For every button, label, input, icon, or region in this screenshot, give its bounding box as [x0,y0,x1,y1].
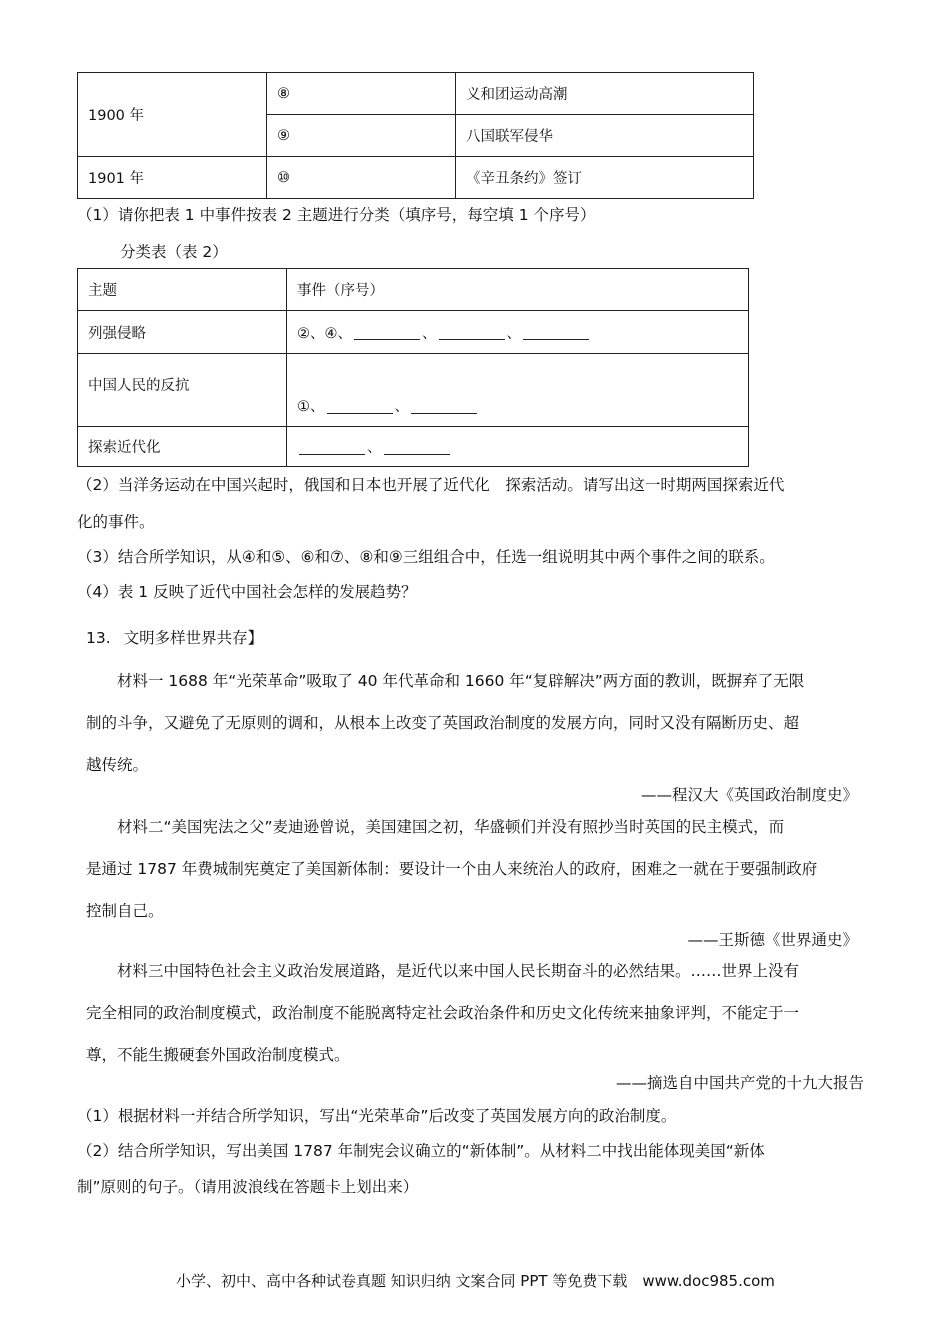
topic-cell: 探索近代化 [78,427,287,467]
answer-cell [287,311,749,354]
topic-cell: 中国人民的反抗 [78,354,287,427]
answer-blank[interactable] [327,401,393,414]
question-1: （1）请你把表 1 中事件按表 2 主题进行分类（填序号，每空填 1 个序号） [77,206,596,224]
question-4: （4）表 1 反映了近代中国社会怎样的发展趋势？ [77,583,417,601]
section-number: 13. [86,629,111,647]
year-cell: 1900 年 [78,73,267,157]
material-line: 尊，不能生搬硬套外国政治制度模式。 [86,1046,350,1064]
number-cell: ⑨ [267,115,456,157]
table-row [78,157,754,199]
answer-blank[interactable] [299,442,365,455]
classification-table [77,268,749,467]
material-line: 完全相同的政治制度模式，政治制度不能脱离特定社会政治条件和历史文化传统来抽象评判，不能定于一 [86,1004,800,1022]
section-heading [86,626,263,648]
material-line: 是通过 1787 年费城制宪奠定了美国新体制：要设计一个由人来统治人的政府，困难之一就在于要强制政府 [86,860,818,878]
section-13-question-2-line-2: 制”原则的句子。（请用波浪线在答题卡上划出来） [77,1178,419,1196]
table-row [78,427,749,467]
section-13-question-1: （1）根据材料一并结合所学知识，写出“光荣革命”后改变了英国发展方向的政治制度。 [77,1107,677,1125]
year-cell: 1901 年 [78,157,267,199]
material-line: 材料二“美国宪法之父”麦迪逊曾说，美国建国之初，华盛顿们并没有照抄当时英国的民主模式，而 [117,818,785,836]
separator: 、 [394,399,409,415]
answer-blank[interactable] [523,327,589,340]
material-1-source: ——程汉大《英国政治制度史》 [640,786,858,804]
answer-prefix: ①、 [297,399,325,415]
answer-cell [287,427,749,467]
table-header-row [78,269,749,311]
table-row [78,311,749,354]
section-title: 文明多样世界共存】 [123,629,264,647]
separator: 、 [506,325,521,342]
topic-cell: 列强侵略 [78,311,287,354]
material-line: 越传统。 [86,756,149,774]
material-3 [86,950,876,1076]
material-3-source: ——摘选自中国共产党的十九大报告 [615,1074,864,1092]
events-table-1 [77,72,754,199]
event-cell: 《辛丑条约》签订 [456,157,754,199]
material-line: 材料三中国特色社会主义政治发展道路，是近代以来中国人民长期奋斗的必然结果。……世界上没有 [117,962,800,980]
material-2-source: ——王斯德《世界通史》 [687,931,858,949]
material-1 [86,660,876,786]
separator: 、 [367,440,382,456]
event-cell: 义和团运动高潮 [456,73,754,115]
header-topic: 主题 [78,269,287,311]
table-row [78,73,754,115]
separator: 、 [422,325,437,342]
material-2 [86,806,876,932]
answer-cell [287,354,749,427]
answer-prefix: ②、④、 [297,325,352,342]
number-cell: ⑩ [267,157,456,199]
answer-blank[interactable] [384,442,450,455]
number-cell: ⑧ [267,73,456,115]
material-line: 控制自己。 [86,902,164,920]
question-3: （3）结合所学知识，从④和⑤、⑥和⑦、⑧和⑨三组组合中，任选一组说明其中两个事件之间的联系。 [77,548,775,566]
question-2-line-1: （2）当洋务运动在中国兴起时，俄国和日本也开展了近代化 探索活动。请写出这一时期两国探索近代 [77,476,785,494]
answer-blank[interactable] [411,401,477,414]
table-row [78,354,749,427]
header-events: 事件（序号） [287,269,749,311]
material-line: 材料一 1688 年“光荣革命”吸取了 40 年代革命和 1660 年“复辟解决”两方面的教训，既摒弃了无限 [117,672,805,690]
page-footer: 小学、初中、高中各种试卷真题 知识归纳 文案合同 PPT 等免费下载 www.doc985.com [176,1272,775,1290]
event-cell: 八国联军侵华 [456,115,754,157]
answer-blank[interactable] [354,327,420,340]
answer-blank[interactable] [439,327,505,340]
material-line: 制的斗争，又避免了无原则的调和，从根本上改变了英国政治制度的发展方向，同时又没有隔断历史、超 [86,714,800,732]
section-13-question-2-line-1: （2）结合所学知识，写出美国 1787 年制宪会议确立的“新体制”。从材料二中找出能体现美国“新体 [77,1142,765,1160]
question-2-line-2: 化的事件。 [77,513,155,531]
table-caption: 分类表（表 2） [120,243,228,261]
